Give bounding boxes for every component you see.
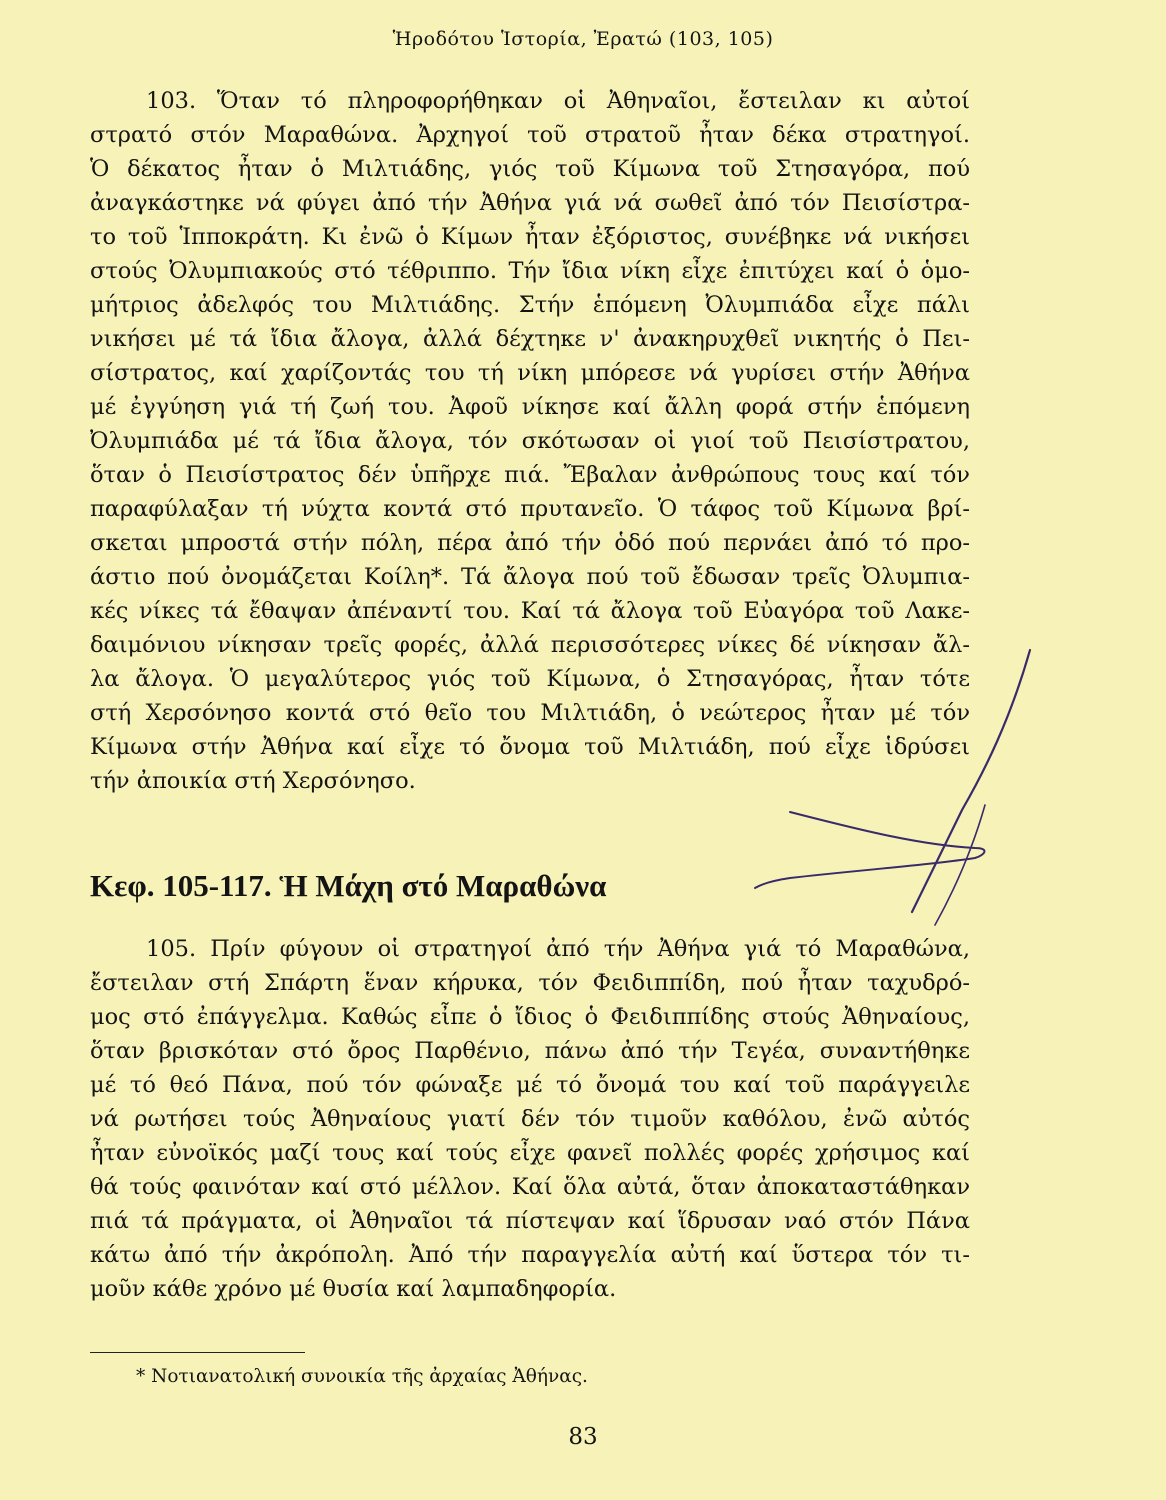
text-line: δαιμόνιου νίκησαν τρεῖς φορές, ἀλλά περισσότερες νίκες δέ νίκησαν ἄλ- [90, 632, 970, 658]
footnote: * Νοτιανατολική συνοικία τῆς ἀρχαίας Ἀθήνας. [136, 1366, 588, 1387]
text-line: ὅταν βρισκόταν στό ὄρος Παρθένιο, πάνω ἀπό τήν Τεγέα, συναντήθηκε [90, 1038, 970, 1064]
pen-stroke-tail [935, 805, 985, 925]
text-line: 105. Πρίν φύγουν οἱ στρατηγοί ἀπό τήν Ἀθήνα γιά τό Μαραθώνα, [146, 936, 970, 962]
text-line: σίστρατος, καί χαρίζοντάς του τή νίκη μπόρεσε νά γυρίσει στήν Ἀθήνα [90, 360, 970, 386]
text-line: μήτριος ἀδελφός του Μιλτιάδης. Στήν ἑπόμενη Ὀλυμπιάδα εἶχε πάλι [90, 292, 970, 318]
text-line: στρατό στόν Μαραθώνα. Ἀρχηγοί τοῦ στρατοῦ ἦταν δέκα στρατηγοί. [90, 122, 970, 148]
footnote-rule [90, 1352, 305, 1353]
pen-stroke-cross [755, 812, 984, 888]
text-line: μέ ἐγγύηση γιά τή ζωή του. Ἀφοῦ νίκησε καί ἄλλη φορά στήν ἑπόμενη [90, 394, 970, 420]
text-line: νά ρωτήσει τούς Ἀθηναίους γιατί δέν τόν τιμοῦν καθόλου, ἐνῶ αὐτός [90, 1106, 970, 1132]
chapter-heading: Κεφ. 105-117. Ἡ Μάχη στό Μαραθώνα [90, 868, 607, 903]
text-line: σκεται μπροστά στήν πόλη, πέρα ἀπό τήν ὁδό πού περνάει ἀπό τό προ- [90, 530, 970, 556]
text-line: το τοῦ Ἱπποκράτη. Κι ἐνῶ ὁ Κίμων ἦταν ἐξόριστος, συνέβηκε νά νικήσει [90, 224, 970, 250]
text-line: ἦταν εὐνοϊκός μαζί τους καί τούς εἶχε φανεῖ πολλές φορές χρήσιμος καί [90, 1140, 970, 1166]
text-line: 103. Ὅταν τό πληροφορήθηκαν οἱ Ἀθηναῖοι, ἔστειλαν κι αὐτοί [146, 88, 970, 114]
text-line: μος στό ἐπάγγελμα. Καθώς εἶπε ὁ ἴδιος ὁ Φειδιππίδης στούς Ἀθηναίους, [90, 1004, 970, 1030]
text-line: κές νίκες τά ἔθαψαν ἀπέναντί του. Καί τά ἄλογα τοῦ Εὐαγόρα τοῦ Λακε- [90, 598, 970, 624]
text-line: μοῦν κάθε χρόνο μέ θυσία καί λαμπαδηφορία. [90, 1276, 617, 1302]
page-number: 83 [568, 1424, 598, 1450]
text-line: ἔστειλαν στή Σπάρτη ἕναν κήρυκα, τόν Φειδιππίδη, πού ἦταν ταχυδρό- [90, 970, 970, 996]
text-line: Ὀλυμπιάδα μέ τά ἴδια ἄλογα, τόν σκότωσαν οἱ γιοί τοῦ Πεισίστρατου, [90, 428, 970, 454]
text-line: ὅταν ὁ Πεισίστρατος δέν ὑπῆρχε πιά. Ἔβαλαν ἀνθρώπους τους καί τόν [90, 462, 970, 488]
text-line: Ὁ δέκατος ἦταν ὁ Μιλτιάδης, γιός τοῦ Κίμωνα τοῦ Στησαγόρα, πού [90, 156, 970, 182]
running-head: Ἡροδότου Ἱστορία, Ἐρατώ (103, 105) [392, 28, 774, 50]
text-line: θά τούς φαινόταν καί στό μέλλον. Καί ὅλα αὐτά, ὅταν ἀποκαταστάθηκαν [90, 1174, 970, 1200]
text-line: κάτω ἀπό τήν ἀκρόπολη. Ἀπό τήν παραγγελία αὐτή καί ὕστερα τόν τι- [90, 1242, 970, 1268]
text-line: στούς Ὀλυμπιακούς στό τέθριππο. Τήν ἴδια νίκη εἶχε ἐπιτύχει καί ὁ ὁμο- [90, 258, 970, 284]
text-line: παραφύλαξαν τή νύχτα κοντά στό πρυτανεῖο. Ὁ τάφος τοῦ Κίμωνα βρί- [90, 496, 970, 522]
text-line: στή Χερσόνησο κοντά στό θεῖο του Μιλτιάδη, ὁ νεώτερος ἦταν μέ τόν [90, 700, 970, 726]
text-line: άστιο πού ὀνομάζεται Κοίλη*. Τά ἄλογα πού τοῦ ἔδωσαν τρεῖς Ὀλυμπια- [90, 564, 970, 590]
text-line: τήν ἀποικία στή Χερσόνησο. [90, 768, 416, 794]
text-line: ἀναγκάστηκε νά φύγει ἀπό τήν Ἀθήνα γιά νά σωθεῖ ἀπό τόν Πεισίστρα- [90, 190, 970, 216]
text-line: Κίμωνα στήν Ἀθήνα καί εἶχε τό ὄνομα τοῦ Μιλτιάδη, πού εἶχε ἱδρύσει [90, 734, 970, 760]
text-line: πιά τά πράγματα, οἱ Ἀθηναῖοι τά πίστεψαν καί ἵδρυσαν ναό στόν Πάνα [90, 1208, 970, 1234]
paragraph-105 [90, 932, 970, 1306]
text-line: λα ἄλογα. Ὁ μεγαλύτερος γιός τοῦ Κίμωνα, ὁ Στησαγόρας, ἦταν τότε [90, 666, 970, 692]
text-line: νικήσει μέ τά ἴδια ἄλογα, ἀλλά δέχτηκε ν' ἀνακηρυχθεῖ νικητής ὁ Πει- [90, 326, 970, 352]
text-line: μέ τό θεό Πάνα, πού τόν φώναξε μέ τό ὄνομά του καί τοῦ παράγγειλε [90, 1072, 970, 1098]
paragraph-103 [90, 84, 970, 798]
